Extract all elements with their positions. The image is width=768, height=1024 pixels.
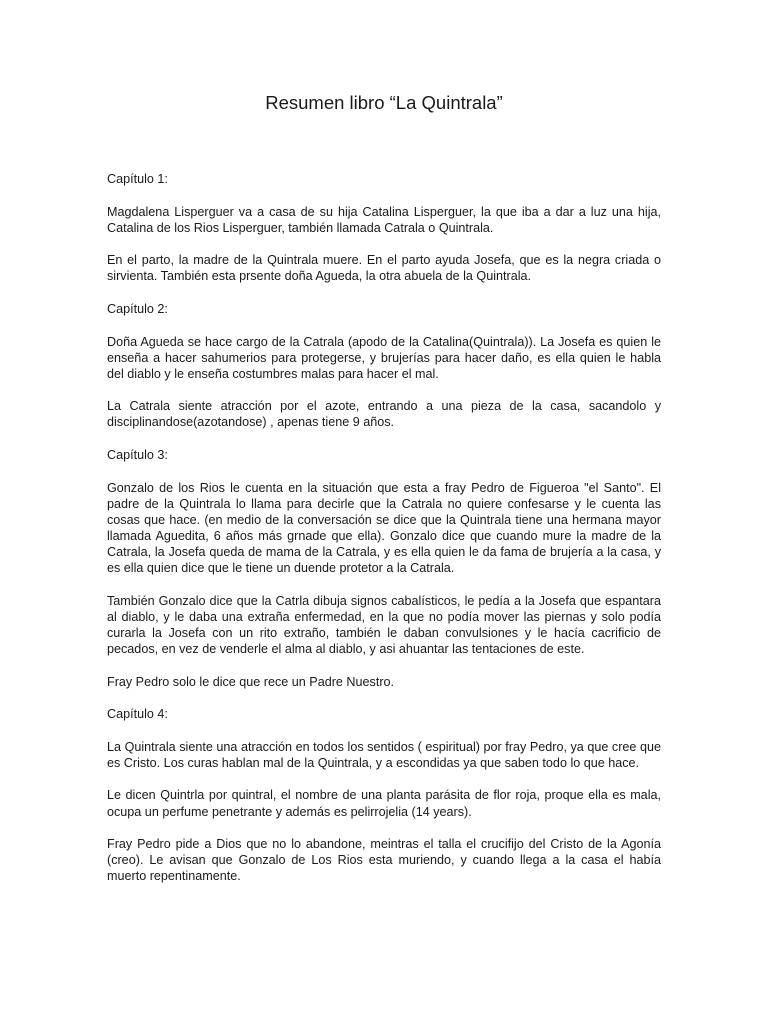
chapter-heading-3: Capítulo 3: [107,448,168,463]
paragraph: Le dicen Quintrla por quintral, el nombre de una planta parásita de flor roja, proque ella es mala, ocupa un perfume penetrante y además es pelirrojelia (14 years). [107,788,661,819]
document-page [107,92,661,901]
chapter-heading-4: Capítulo 4: [107,707,168,722]
paragraph: También Gonzalo dice que la Catrla dibuja signos cabalísticos, le pedía a la Josefa que espantara al diablo, y le daba una extraña enfermedad, en la que no podía mover las piernas y solo podía curarla la Josefa con un rito extraño, también le daban convulsiones y le hacía cacrificio de pecados, en vez de venderle el alma al diablo, y asi ahuantar las tentaciones de este. [107,593,661,656]
paragraph: La Quintrala siente una atracción en todos los sentidos ( espiritual) por fray Pedro, ya que cree que es Cristo. Los curas hablan mal de la Quintrala, y a escondidas ya que saben todo lo que hace. [107,739,661,770]
paragraph: Gonzalo de los Rios le cuenta en la situación que esta a fray Pedro de Figueroa "el Santo". El padre de la Quintrala lo llama para decirle que la Catrala no quiere confesarse y le cuenta las cosas que hace. (en medio de la conversación se dice que la Quintrala tiene una hermana mayor llamada Aguedita, 6 años más grnade que ella). Gonzalo dice que cuando mure la madre de la Catrala, la Josefa queda de mama de la Catrala, y es ella quien le da fama de brujería a la casa, y es ella quien dice que le tiene un duende protetor a la Catrala. [107,480,661,576]
document-title: Resumen libro “La Quintrala” [265,92,503,113]
chapter-heading-2: Capítulo 2: [107,301,168,316]
paragraph: La Catrala siente atracción por el azote, entrando a una pieza de la casa, sacandolo y disciplinandose(azotandose) , apenas tiene 9 años. [107,399,661,430]
paragraph: Fray Pedro solo le dice que rece un Padre Nuestro. [107,674,395,689]
chapter-heading-1: Capítulo 1: [107,172,168,186]
paragraph: Fray Pedro pide a Dios que no lo abandone, meintras el talla el crucifijo del Cristo de la Agonía (creo). Le avisan que Gonzalo de Los Rios esta muriendo, y cuando llega a la casa el había muerto repentinamente. [107,837,661,884]
paragraph: Magdalena Lisperguer va a casa de su hija Catalina Lisperguer, la que iba a dar a luz una hija, Catalina de los Rios Lisperguer, también llamada Catrala o Quintrala. [107,204,661,235]
paragraph: Doña Agueda se hace cargo de la Catrala (apodo de la Catalina(Quintrala)). La Josefa es quien le enseña a hacer sahumerios para protegerse, y brujerías para hacer daño, es ella quien le habla del diablo y le enseña costumbres malas para hacer el mal. [107,334,661,381]
paragraph: En el parto, la madre de la Quintrala muere. En el parto ayuda Josefa, que es la negra criada o sirvienta. También esta prsente doña Agueda, la otra abuela de la Quintrala. [107,253,661,284]
